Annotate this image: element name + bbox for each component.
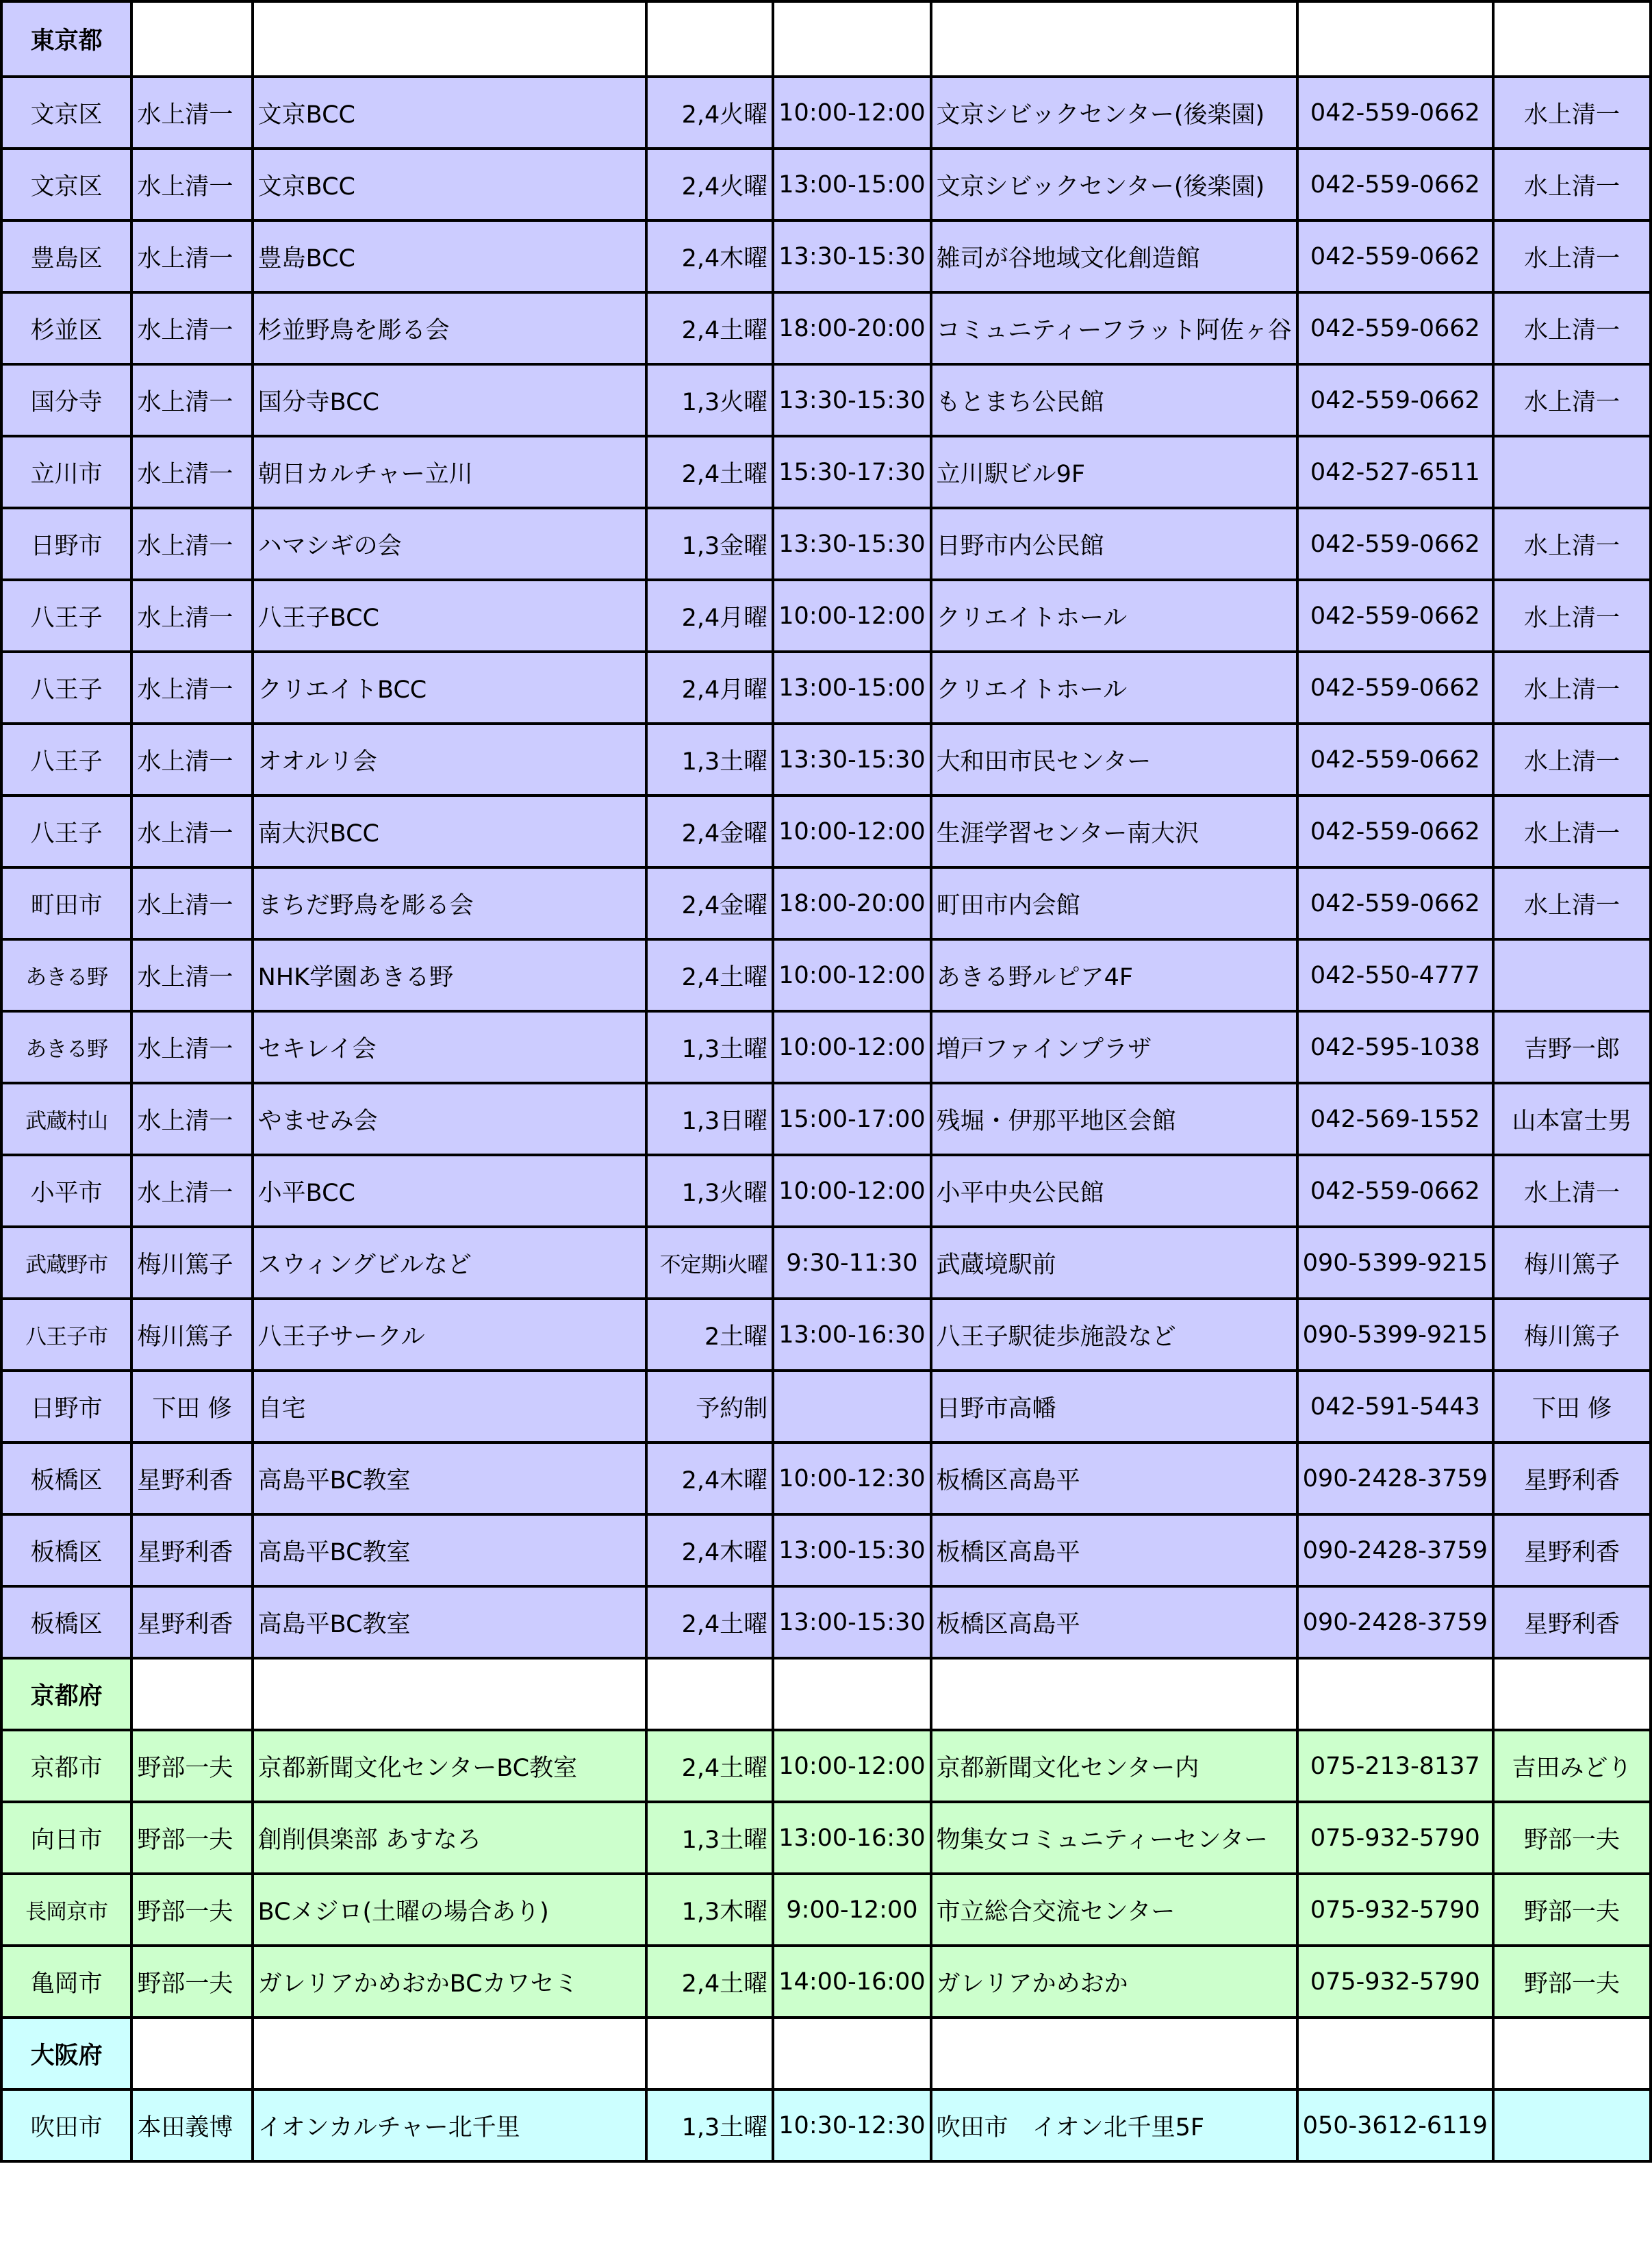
cell-area: 小平市 — [1, 1155, 131, 1227]
empty-cell — [646, 2018, 773, 2089]
table-row — [1, 1802, 1651, 1874]
table-row — [1, 1874, 1651, 1946]
cell-time: 15:30-17:30 — [773, 436, 930, 508]
cell-time: 18:00-20:00 — [773, 292, 930, 364]
cell-area: あきる野 — [1, 939, 131, 1011]
cell-contact: 水上清一 — [1493, 867, 1651, 939]
cell-venue: 日野市高幡 — [931, 1371, 1297, 1442]
table-body — [1, 1, 1651, 2161]
cell-area: 武蔵村山 — [1, 1083, 131, 1155]
cell-phone: 042-559-0662 — [1297, 292, 1493, 364]
cell-time: 9:00-12:00 — [773, 1874, 930, 1946]
cell-class-name: まちだ野鳥を彫る会 — [253, 867, 647, 939]
cell-class-name: ガレリアかめおかBCカワセミ — [253, 1946, 647, 2018]
cell-schedule: 1,3土曜 — [646, 1011, 773, 1083]
table-row — [1, 1299, 1651, 1371]
cell-time: 10:00-12:00 — [773, 1730, 930, 1802]
section-title: 京都府 — [1, 1658, 131, 1730]
cell-time: 13:00-15:30 — [773, 1586, 930, 1658]
cell-contact: 梅川篤子 — [1493, 1227, 1651, 1299]
table-row — [1, 1011, 1651, 1083]
cell-area: 八王子 — [1, 580, 131, 652]
cell-time: 10:00-12:00 — [773, 1155, 930, 1227]
cell-phone: 042-559-0662 — [1297, 724, 1493, 796]
cell-venue: 立川駅ビル9F — [931, 436, 1297, 508]
cell-contact: 水上清一 — [1493, 364, 1651, 436]
cell-phone: 042-559-0662 — [1297, 508, 1493, 580]
cell-instructor: 星野利香 — [131, 1514, 252, 1586]
cell-contact: 星野利香 — [1493, 1514, 1651, 1586]
cell-phone: 090-2428-3759 — [1297, 1442, 1493, 1514]
cell-time: 10:00-12:00 — [773, 580, 930, 652]
cell-phone: 075-213-8137 — [1297, 1730, 1493, 1802]
cell-venue: 武蔵境駅前 — [931, 1227, 1297, 1299]
cell-class-name: 南大沢BCC — [253, 796, 647, 867]
cell-schedule: 2,4火曜 — [646, 77, 773, 149]
cell-schedule: 1,3木曜 — [646, 1874, 773, 1946]
cell-venue: 日野市内公民館 — [931, 508, 1297, 580]
table-row — [1, 580, 1651, 652]
table-row — [1, 652, 1651, 724]
cell-class-name: 創削倶楽部 あすなろ — [253, 1802, 647, 1874]
cell-contact — [1493, 939, 1651, 1011]
cell-phone: 042-550-4777 — [1297, 939, 1493, 1011]
cell-contact: 吉野一郎 — [1493, 1011, 1651, 1083]
cell-instructor: 水上清一 — [131, 580, 252, 652]
cell-area: 杉並区 — [1, 292, 131, 364]
cell-schedule: 2,4木曜 — [646, 220, 773, 292]
empty-cell — [1493, 2018, 1651, 2089]
cell-instructor: 水上清一 — [131, 77, 252, 149]
cell-venue: 京都新聞文化センター内 — [931, 1730, 1297, 1802]
table-row — [1, 2089, 1651, 2161]
cell-venue: コミュニティーフラット阿佐ヶ谷 — [931, 292, 1297, 364]
cell-venue: 市立総合交流センター — [931, 1874, 1297, 1946]
cell-time: 13:00-16:30 — [773, 1802, 930, 1874]
table-row — [1, 1155, 1651, 1227]
cell-phone: 042-559-0662 — [1297, 149, 1493, 220]
cell-area: 日野市 — [1, 508, 131, 580]
cell-contact: 梅川篤子 — [1493, 1299, 1651, 1371]
table-row — [1, 508, 1651, 580]
cell-instructor: 水上清一 — [131, 867, 252, 939]
cell-contact: 水上清一 — [1493, 220, 1651, 292]
cell-instructor: 水上清一 — [131, 508, 252, 580]
cell-time: 10:00-12:00 — [773, 1011, 930, 1083]
cell-class-name: 文京BCC — [253, 77, 647, 149]
cell-time: 10:30-12:30 — [773, 2089, 930, 2161]
cell-schedule: 2,4土曜 — [646, 1946, 773, 2018]
cell-contact: 吉田みどり — [1493, 1730, 1651, 1802]
cell-area: 向日市 — [1, 1802, 131, 1874]
cell-class-name: スウィングビルなど — [253, 1227, 647, 1299]
cell-phone: 042-559-0662 — [1297, 220, 1493, 292]
table-row — [1, 292, 1651, 364]
table-row — [1, 1442, 1651, 1514]
cell-time: 10:00-12:00 — [773, 939, 930, 1011]
cell-class-name: 自宅 — [253, 1371, 647, 1442]
cell-venue: 町田市内会館 — [931, 867, 1297, 939]
cell-venue: 生涯学習センター南大沢 — [931, 796, 1297, 867]
table-row — [1, 867, 1651, 939]
empty-cell — [773, 1658, 930, 1730]
cell-schedule: 2,4木曜 — [646, 1442, 773, 1514]
table-row — [1, 220, 1651, 292]
cell-phone: 050-3612-6119 — [1297, 2089, 1493, 2161]
cell-instructor: 水上清一 — [131, 364, 252, 436]
cell-class-name: 国分寺BCC — [253, 364, 647, 436]
cell-instructor: 梅川篤子 — [131, 1299, 252, 1371]
cell-instructor: 水上清一 — [131, 1155, 252, 1227]
cell-instructor: 水上清一 — [131, 939, 252, 1011]
cell-phone: 090-2428-3759 — [1297, 1586, 1493, 1658]
cell-schedule: 2,4土曜 — [646, 436, 773, 508]
cell-class-name: クリエイトBCC — [253, 652, 647, 724]
cell-area: 武蔵野市 — [1, 1227, 131, 1299]
cell-area: 八王子市 — [1, 1299, 131, 1371]
cell-phone: 042-569-1552 — [1297, 1083, 1493, 1155]
cell-venue: 板橋区高島平 — [931, 1514, 1297, 1586]
cell-class-name: オオルリ会 — [253, 724, 647, 796]
cell-instructor: 水上清一 — [131, 1011, 252, 1083]
cell-instructor: 野部一夫 — [131, 1946, 252, 2018]
cell-area: 文京区 — [1, 77, 131, 149]
table-row — [1, 796, 1651, 867]
cell-instructor: 野部一夫 — [131, 1730, 252, 1802]
cell-area: 八王子 — [1, 652, 131, 724]
cell-schedule: 2土曜 — [646, 1299, 773, 1371]
table-row — [1, 1514, 1651, 1586]
empty-cell — [253, 1, 647, 77]
cell-instructor: 梅川篤子 — [131, 1227, 252, 1299]
cell-schedule: 1,3火曜 — [646, 1155, 773, 1227]
cell-class-name: ハマシギの会 — [253, 508, 647, 580]
empty-cell — [646, 1, 773, 77]
cell-venue: 文京シビックセンター(後楽園) — [931, 77, 1297, 149]
cell-schedule: 予約制 — [646, 1371, 773, 1442]
cell-instructor: 野部一夫 — [131, 1874, 252, 1946]
empty-cell — [253, 1658, 647, 1730]
table-row — [1, 77, 1651, 149]
cell-phone: 042-559-0662 — [1297, 867, 1493, 939]
cell-area: 板橋区 — [1, 1586, 131, 1658]
empty-cell — [931, 1658, 1297, 1730]
cell-time: 13:00-15:00 — [773, 149, 930, 220]
cell-contact: 水上清一 — [1493, 1155, 1651, 1227]
cell-instructor: 星野利香 — [131, 1586, 252, 1658]
cell-area: 国分寺 — [1, 364, 131, 436]
cell-schedule: 1,3土曜 — [646, 1802, 773, 1874]
cell-contact — [1493, 436, 1651, 508]
cell-time: 10:00-12:30 — [773, 1442, 930, 1514]
cell-phone: 042-559-0662 — [1297, 652, 1493, 724]
cell-class-name: 杉並野鳥を彫る会 — [253, 292, 647, 364]
cell-contact: 星野利香 — [1493, 1442, 1651, 1514]
cell-phone: 075-932-5790 — [1297, 1874, 1493, 1946]
cell-contact: 水上清一 — [1493, 724, 1651, 796]
cell-time: 10:00-12:00 — [773, 77, 930, 149]
cell-venue: 文京シビックセンター(後楽園) — [931, 149, 1297, 220]
table-row — [1, 1227, 1651, 1299]
cell-venue: クリエイトホール — [931, 580, 1297, 652]
cell-contact: 水上清一 — [1493, 77, 1651, 149]
section-header-row — [1, 1, 1651, 77]
cell-phone: 042-527-6511 — [1297, 436, 1493, 508]
empty-cell — [646, 1658, 773, 1730]
cell-instructor: 水上清一 — [131, 796, 252, 867]
cell-contact: 水上清一 — [1493, 652, 1651, 724]
cell-instructor: 水上清一 — [131, 652, 252, 724]
table-row — [1, 149, 1651, 220]
cell-contact: 山本富士男 — [1493, 1083, 1651, 1155]
cell-class-name: 朝日カルチャー立川 — [253, 436, 647, 508]
cell-class-name: 文京BCC — [253, 149, 647, 220]
empty-cell — [131, 1658, 252, 1730]
table-row — [1, 1730, 1651, 1802]
cell-schedule: 1,3日曜 — [646, 1083, 773, 1155]
cell-instructor: 水上清一 — [131, 220, 252, 292]
cell-time: 15:00-17:00 — [773, 1083, 930, 1155]
empty-cell — [253, 2018, 647, 2089]
cell-class-name: 高島平BC教室 — [253, 1442, 647, 1514]
cell-contact: 野部一夫 — [1493, 1946, 1651, 2018]
cell-area: 町田市 — [1, 867, 131, 939]
cell-venue: クリエイトホール — [931, 652, 1297, 724]
empty-cell — [1493, 1, 1651, 77]
cell-time: 13:30-15:30 — [773, 724, 930, 796]
cell-instructor: 水上清一 — [131, 149, 252, 220]
cell-class-name: 八王子サークル — [253, 1299, 647, 1371]
cell-phone: 075-932-5790 — [1297, 1946, 1493, 2018]
cell-schedule: 2,4火曜 — [646, 149, 773, 220]
cell-contact: 水上清一 — [1493, 149, 1651, 220]
section-title: 大阪府 — [1, 2018, 131, 2089]
cell-time: 13:00-15:00 — [773, 652, 930, 724]
cell-schedule: 1,3火曜 — [646, 364, 773, 436]
cell-schedule: 不定期i火曜 — [646, 1227, 773, 1299]
cell-area: 京都市 — [1, 1730, 131, 1802]
cell-phone: 075-932-5790 — [1297, 1802, 1493, 1874]
cell-instructor: 水上清一 — [131, 1083, 252, 1155]
section-title: 東京都 — [1, 1, 131, 77]
cell-venue: 残堀・伊那平地区会館 — [931, 1083, 1297, 1155]
cell-instructor: 星野利香 — [131, 1442, 252, 1514]
cell-schedule: 2,4土曜 — [646, 939, 773, 1011]
cell-area: 亀岡市 — [1, 1946, 131, 2018]
cell-class-name: イオンカルチャー北千里 — [253, 2089, 647, 2161]
cell-area: あきる野 — [1, 1011, 131, 1083]
cell-class-name: 豊島BCC — [253, 220, 647, 292]
section-header-row — [1, 1658, 1651, 1730]
cell-class-name: セキレイ会 — [253, 1011, 647, 1083]
empty-cell — [131, 1, 252, 77]
cell-venue: 雑司が谷地域文化創造館 — [931, 220, 1297, 292]
cell-area: 長岡京市 — [1, 1874, 131, 1946]
cell-phone: 090-5399-9215 — [1297, 1227, 1493, 1299]
empty-cell — [1297, 1658, 1493, 1730]
cell-phone: 090-2428-3759 — [1297, 1514, 1493, 1586]
cell-area: 板橋区 — [1, 1514, 131, 1586]
cell-class-name: 八王子BCC — [253, 580, 647, 652]
cell-area: 板橋区 — [1, 1442, 131, 1514]
table-row — [1, 364, 1651, 436]
cell-class-name: 京都新聞文化センターBC教室 — [253, 1730, 647, 1802]
cell-contact: 野部一夫 — [1493, 1874, 1651, 1946]
cell-venue: 板橋区高島平 — [931, 1586, 1297, 1658]
cell-contact: 星野利香 — [1493, 1586, 1651, 1658]
cell-schedule: 2,4月曜 — [646, 652, 773, 724]
cell-venue: 物集女コミュニティーセンター — [931, 1802, 1297, 1874]
cell-time: 9:30-11:30 — [773, 1227, 930, 1299]
cell-class-name: やませみ会 — [253, 1083, 647, 1155]
table-row — [1, 1946, 1651, 2018]
section-header-row — [1, 2018, 1651, 2089]
cell-venue: 増戸ファインプラザ — [931, 1011, 1297, 1083]
cell-schedule: 2,4土曜 — [646, 292, 773, 364]
cell-phone: 042-595-1038 — [1297, 1011, 1493, 1083]
cell-class-name: 小平BCC — [253, 1155, 647, 1227]
cell-phone: 042-559-0662 — [1297, 364, 1493, 436]
cell-schedule: 1,3土曜 — [646, 724, 773, 796]
cell-time: 13:30-15:30 — [773, 364, 930, 436]
cell-area: 吹田市 — [1, 2089, 131, 2161]
cell-area: 文京区 — [1, 149, 131, 220]
table-row — [1, 436, 1651, 508]
empty-cell — [773, 1, 930, 77]
cell-contact: 水上清一 — [1493, 580, 1651, 652]
cell-contact: 水上清一 — [1493, 796, 1651, 867]
cell-contact — [1493, 2089, 1651, 2161]
empty-cell — [1493, 1658, 1651, 1730]
table-row — [1, 1371, 1651, 1442]
cell-class-name: BCメジロ(土曜の場合あり) — [253, 1874, 647, 1946]
cell-time: 13:30-15:30 — [773, 508, 930, 580]
cell-venue: 八王子駅徒歩施設など — [931, 1299, 1297, 1371]
cell-venue: ガレリアかめおか — [931, 1946, 1297, 2018]
cell-area: 立川市 — [1, 436, 131, 508]
cell-schedule: 2,4土曜 — [646, 1586, 773, 1658]
cell-phone: 042-559-0662 — [1297, 796, 1493, 867]
cell-venue: 板橋区高島平 — [931, 1442, 1297, 1514]
cell-phone: 042-559-0662 — [1297, 77, 1493, 149]
cell-time: 13:30-15:30 — [773, 220, 930, 292]
cell-contact: 下田 修 — [1493, 1371, 1651, 1442]
cell-contact: 野部一夫 — [1493, 1802, 1651, 1874]
cell-schedule: 1,3土曜 — [646, 2089, 773, 2161]
cell-time — [773, 1371, 930, 1442]
table-row — [1, 1586, 1651, 1658]
empty-cell — [931, 2018, 1297, 2089]
empty-cell — [931, 1, 1297, 77]
cell-schedule: 2,4金曜 — [646, 867, 773, 939]
cell-schedule: 2,4月曜 — [646, 580, 773, 652]
cell-class-name: 高島平BC教室 — [253, 1586, 647, 1658]
empty-cell — [1297, 2018, 1493, 2089]
empty-cell — [131, 2018, 252, 2089]
cell-instructor: 水上清一 — [131, 292, 252, 364]
cell-contact: 水上清一 — [1493, 292, 1651, 364]
cell-time: 13:00-15:30 — [773, 1514, 930, 1586]
table-row — [1, 939, 1651, 1011]
cell-time: 13:00-16:30 — [773, 1299, 930, 1371]
cell-area: 八王子 — [1, 796, 131, 867]
cell-area: 日野市 — [1, 1371, 131, 1442]
cell-venue: 大和田市民センター — [931, 724, 1297, 796]
cell-venue: もとまち公民館 — [931, 364, 1297, 436]
cell-phone: 042-559-0662 — [1297, 1155, 1493, 1227]
cell-time: 18:00-20:00 — [773, 867, 930, 939]
cell-instructor: 水上清一 — [131, 724, 252, 796]
cell-time: 14:00-16:00 — [773, 1946, 930, 2018]
empty-cell — [1297, 1, 1493, 77]
cell-area: 豊島区 — [1, 220, 131, 292]
cell-instructor: 本田義博 — [131, 2089, 252, 2161]
cell-venue: 吹田市 イオン北千里5F — [931, 2089, 1297, 2161]
cell-contact: 水上清一 — [1493, 508, 1651, 580]
cell-class-name: NHK学園あきる野 — [253, 939, 647, 1011]
cell-class-name: 高島平BC教室 — [253, 1514, 647, 1586]
table-row — [1, 724, 1651, 796]
cell-schedule: 1,3金曜 — [646, 508, 773, 580]
cell-phone: 090-5399-9215 — [1297, 1299, 1493, 1371]
cell-area: 八王子 — [1, 724, 131, 796]
cell-schedule: 2,4金曜 — [646, 796, 773, 867]
cell-schedule: 2,4土曜 — [646, 1730, 773, 1802]
cell-instructor: 野部一夫 — [131, 1802, 252, 1874]
cell-phone: 042-591-5443 — [1297, 1371, 1493, 1442]
cell-phone: 042-559-0662 — [1297, 580, 1493, 652]
cell-instructor: 下田 修 — [131, 1371, 252, 1442]
table-row — [1, 1083, 1651, 1155]
cell-venue: あきる野ルピア4F — [931, 939, 1297, 1011]
empty-cell — [773, 2018, 930, 2089]
cell-venue: 小平中央公民館 — [931, 1155, 1297, 1227]
cell-time: 10:00-12:00 — [773, 796, 930, 867]
cell-instructor: 水上清一 — [131, 436, 252, 508]
cell-schedule: 2,4木曜 — [646, 1514, 773, 1586]
